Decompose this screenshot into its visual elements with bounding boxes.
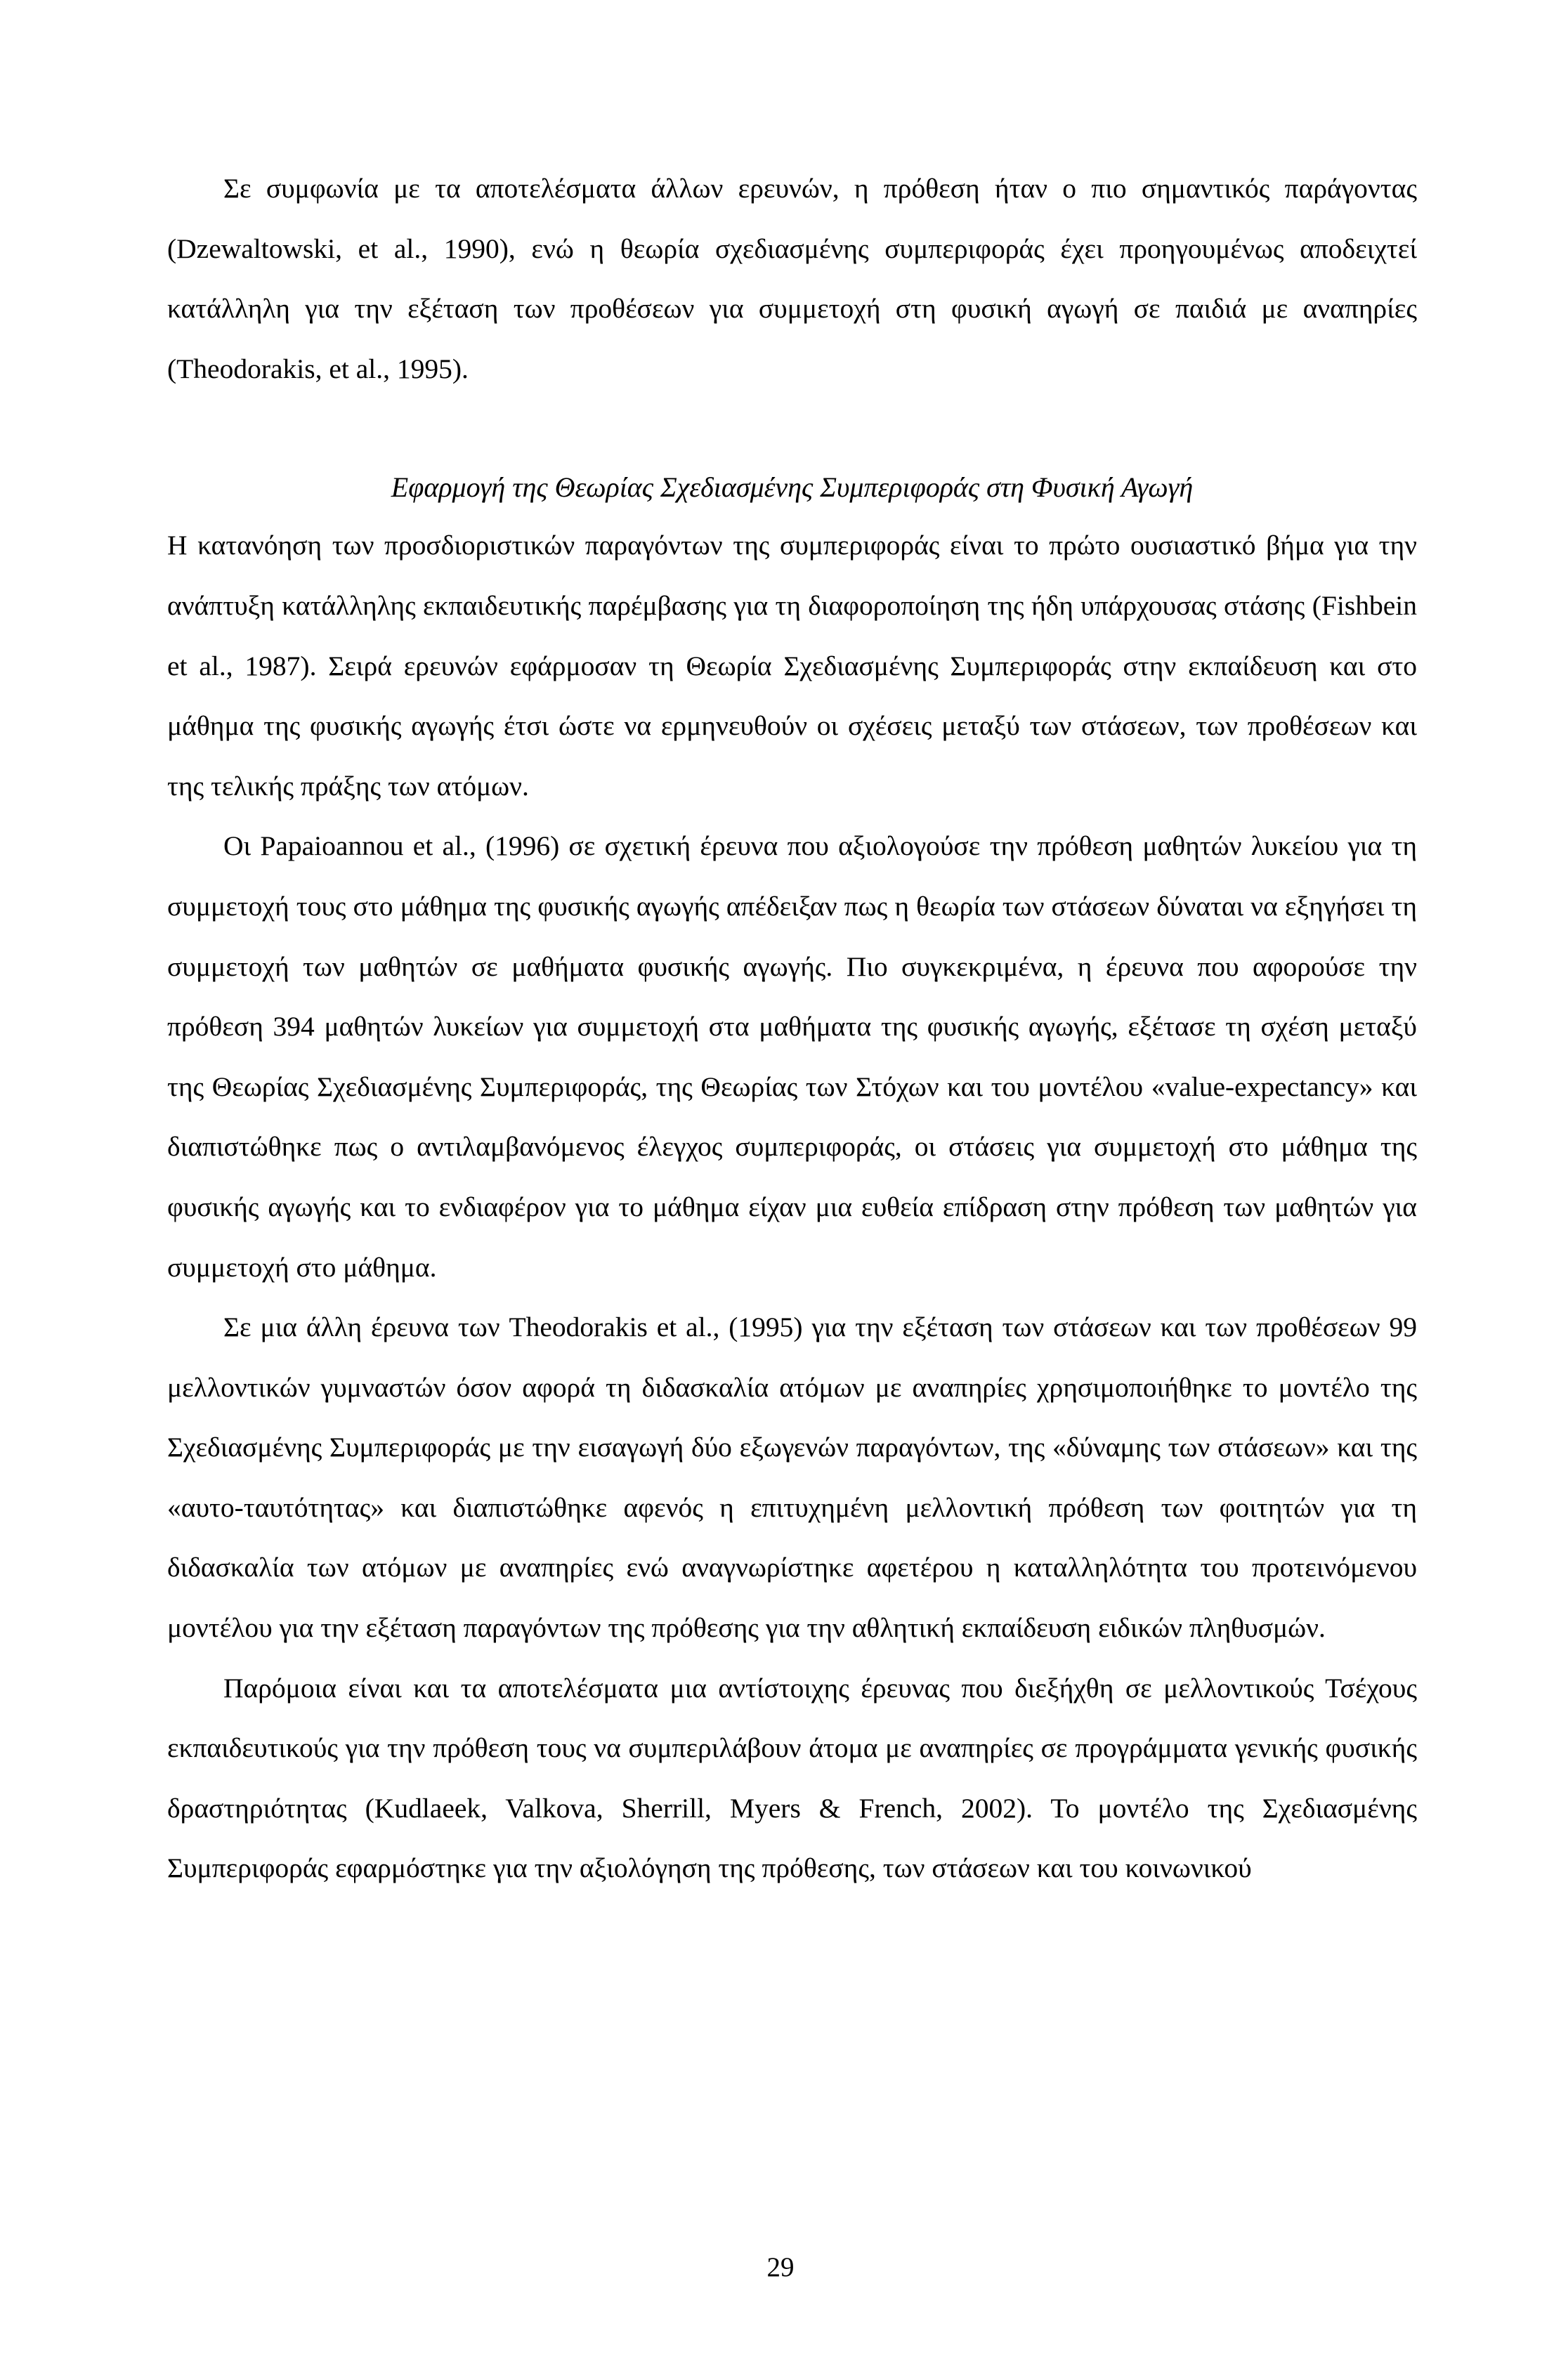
paragraph-2: Η κατανόηση των προσδιοριστικών παραγόντων της συμπεριφοράς είναι το πρώτο ουσιαστικό βήμα για την ανάπτυξη κατάλληλης εκπαιδευτικής παρέμβασης για τη διαφοροποίηση της ήδη υπάρχουσας στάσης (Fishbein et al., 1987). Σειρά ερευνών εφάρμοσαν τη Θεωρία Σχεδιασμένης Συμπεριφοράς στην εκπαίδευση και στο μάθημα της φυσικής αγωγής έτσι ώστε να ερμηνευθούν οι σχέσεις μεταξύ των στάσεων, των προθέσεων και της τελικής πράξης των ατόμων.: [167, 530, 1417, 802]
paragraph-5: Παρόμοια είναι και τα αποτελέσματα μια αντίστοιχης έρευνας που διεξήχθη σε μελλοντικούς Τσέχους εκπαιδευτικούς για την πρόθεση τους να συμπεριλάβουν άτομα με αναπηρίες σε προγράμματα γενικής φυσικής δραστηριότητας (Kudlaeek, Valkova, Sherrill, Myers & French, 2002). Το μοντέλο της Σχεδιασμένης Συμπεριφοράς εφαρμόστηκε για την αξιολόγηση της πρόθεσης, των στάσεων και του κοινωνικού: [167, 1672, 1417, 1884]
paragraph-4: Σε μια άλλη έρευνα των Theodorakis et al., (1995) για την εξέταση των στάσεων και των προθέσεων 99 μελλοντικών γυμναστών όσον αφορά τη διδασκαλία ατόμων με αναπηρίες χρησιμοποιήθηκε το μοντέλο της Σχεδιασμένης Συμπεριφοράς με την εισαγωγή δύο εξωγενών παραγόντων, της «δύναμης των στάσεων» και της «αυτο-ταυτότητας» και διαπιστώθηκε αφενός η επιτυχημένη μελλοντική πρόθεση των φοιτητών για τη διδασκαλία των ατόμων με αναπηρίες ενώ αναγνωρίστηκε αφετέρου η καταλληλότητα του προτεινόμενου μοντέλου για την εξέταση παραγόντων της πρόθεσης για την αθλητική εκπαίδευση ειδικών πληθυσμών.: [167, 1312, 1417, 1644]
page-number: 29: [766, 2252, 795, 2282]
paragraph-3: Οι Papaioannou et al., (1996) σε σχετική έρευνα που αξιολογούσε την πρόθεση μαθητών λυκείου για τη συμμετοχή τους στο μάθημα της φυσικής αγωγής απέδειξαν πως η θεωρία των στάσεων δύναται να εξηγήσει τη συμμετοχή των μαθητών σε μαθήματα φυσικής αγωγής. Πιο συγκεκριμένα, η έρευνα που αφορούσε την πρόθεση 394 μαθητών λυκείων για συμμετοχή στα μαθήματα της φυσικής αγωγής, εξέτασε τη σχέση μεταξύ της Θεωρίας Σχεδιασμένης Συμπεριφοράς, της Θεωρίας των Στόχων και του μοντέλου «value-expectancy» και διαπιστώθηκε πως ο αντιλαμβανόμενος έλεγχος συμπεριφοράς, οι στάσεις για συμμετοχή στο μάθημα της φυσικής αγωγής και το ενδιαφέρον για το μάθημα είχαν μια ευθεία επίδραση στην πρόθεση των μαθητών για συμμετοχή στο μάθημα.: [167, 830, 1417, 1283]
section-heading: Εφαρμογή της Θεωρίας Σχεδιασμένης Συμπεριφοράς στη Φυσική Αγωγή: [391, 471, 1194, 504]
paragraph-1: Σε συμφωνία με τα αποτελέσματα άλλων ερευνών, η πρόθεση ήταν ο πιο σημαντικός παράγοντας (Dzewaltowski, et al., 1990), ενώ η θεωρία σχεδιασμένης συμπεριφοράς έχει προηγουμένως αποδειχτεί κατάλληλη για την εξέταση των προθέσεων για συμμετοχή στη φυσική αγωγή σε παιδιά με αναπηρίες (Theodorakis, et al., 1995).: [167, 173, 1417, 384]
